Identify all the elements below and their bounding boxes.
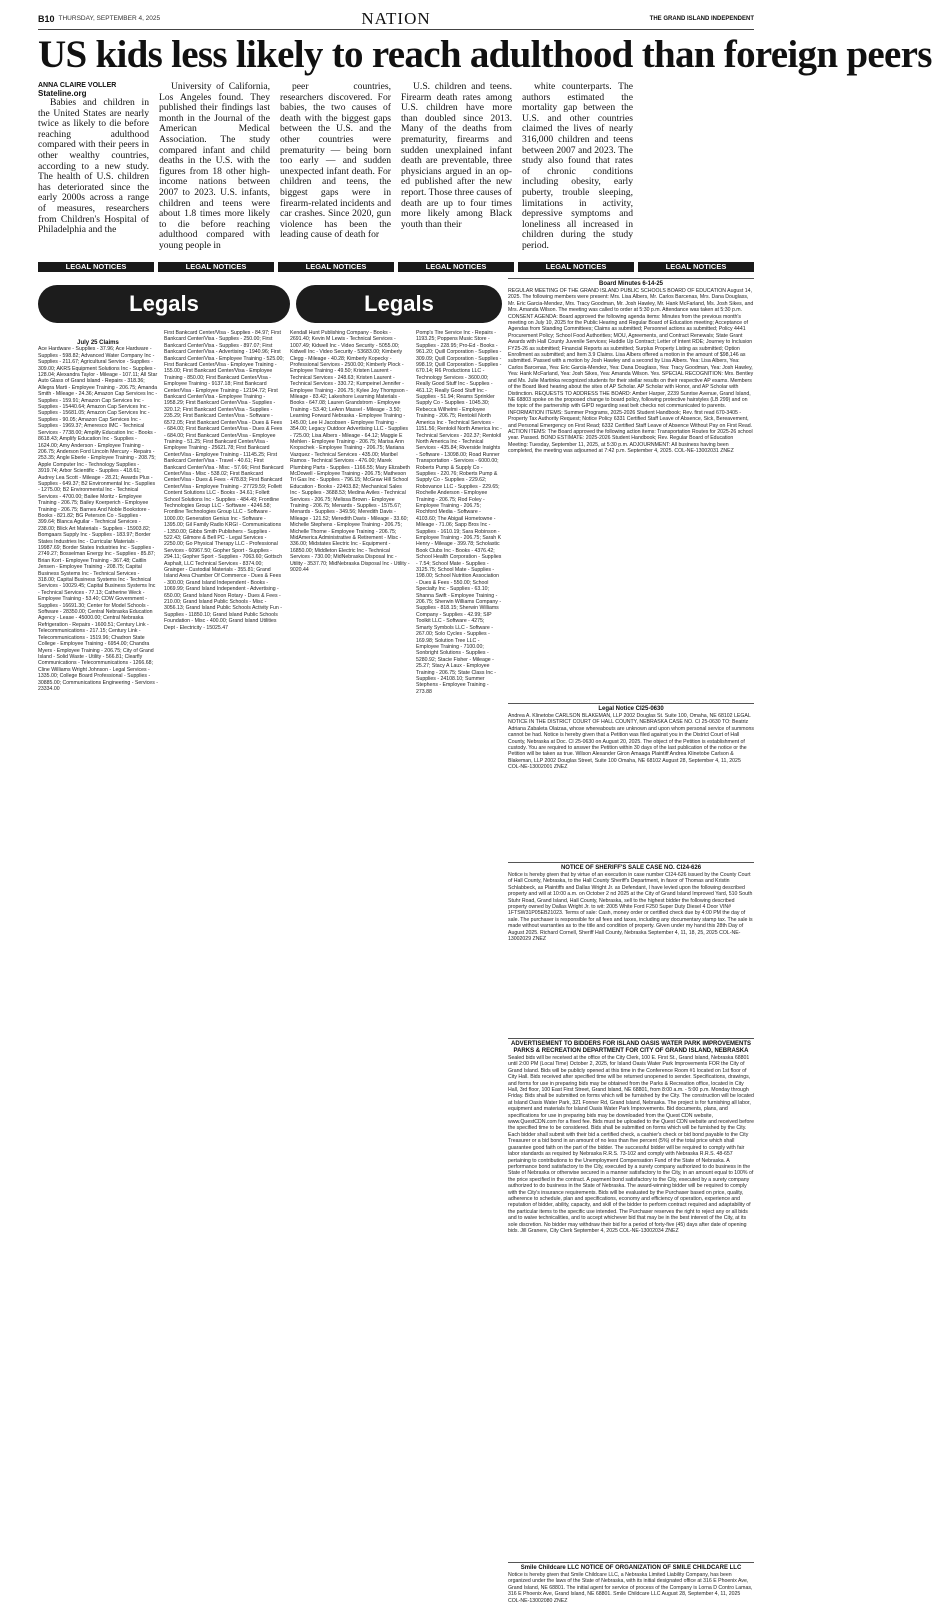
notice-title: NOTICE OF SHERIFF'S SALE CASE NO. CI24-626: [560, 865, 702, 871]
story-column-1: [38, 82, 149, 254]
claims-column-2: [164, 330, 284, 1602]
bid-advertisement: [508, 1038, 754, 1558]
legal-notices-tab: LEGAL NOTICES: [158, 262, 274, 272]
legal-notice: [508, 703, 754, 858]
legals-banner-left: Legals: [38, 285, 290, 323]
claims-column-1: [38, 340, 158, 1602]
legal-notices-tabs: [38, 262, 754, 272]
byline-author: ANNA CLAIRE VOLLER: [38, 82, 117, 89]
page-header: [38, 8, 754, 30]
notice-title: ADVERTISEMENT TO BIDDERS FOR ISLAND OASIS WATER PARK IMPROVEMENTS PARKS & RECREATION DEPARTMENT FOR CITY OF GRAND ISLAND, NEBRASKA: [510, 1041, 751, 1054]
byline: [38, 82, 149, 98]
legal-notices-tab: LEGAL NOTICES: [38, 262, 154, 272]
story-text: peer countries, researchers discovered. For babies, the two causes of death with the biggest gaps between the U.S. and the other countries were prematurity — being born too early — and sudden unexpected infant death. For children and teens, the biggest gaps were in firearm-related incidents and car crashes. Since 2020, gun violence has been the leading cause of death for: [280, 81, 391, 241]
notice-body: Sealed bids will be received at the office of the City Clerk, 100 E. First St., Grand Island, Nebraska 68801 until 2:00 PM (Local Time) October 2, 2025, for Island Oasis Water Park Improvements FOR the City of Grand Island. Bids will be publicly opened at this time in the Conference Room #1 located on 1st floor of City Hall. Bids received after specified time will be returned unopened to sender. Specifications, drawings, and forms for use in preparing bids may be obtained from the Parks & Recreation office, located in City Hall, 3rd floor, 100 East First Street, Grand Island, NE 68801, from 8:00 a.m. - 5:00 p.m. Monday through Friday. Bids shall be submitted on forms which will be furnished by the City. The construction will be located at Island Oasis Water Park, 321 Fonner Rd, Grand Island, Nebraska. The project is for furnishing all labor, equipment and materials for Island Oasis Water Park Improvements. Bid documents, plans, and specifications for use in preparing bids may be downloaded from the Quest CDN website, www.QuestCDN.com for a fixed fee. Bids must be uploaded to the Quest CDN website and received before the specified time to be considered. Bids shall be submitted on forms which will be furnished by the City. Each bidder shall submit with their bid a certified check, a cashier's check or bid bond payable to the City Treasurer or a bid bond in an amount of no less than five percent (5%) of the total price which shall guarantee good faith on the part of the bidder. The successful bidder will be required to comply with fair labor standards as required by Nebraska R.R.S. 73-102 and comply with Nebraska R.R.S. 48-657 pertaining to contributions to the Unemployment Compensation Fund of the State of Nebraska. A performance bond satisfactory to the City, executed by a surety company authorized to do business in the State of Nebraska or otherwise secured in a manner satisfactory to the City, in an amount equal to 100% of the price specified in the contract. A payment bond satisfactory to the City, executed by a surety company authorized to do business in the State of Nebraska. The award-winning bidder will be required to comply with the City's insurance requirements. Bids will be evaluated by the Purchaser based on price, quality, adherence to schedule, plan and specifications, economy and efficiency of operation, experience and reputation of bidder, ability, capacity, and skill of the bidder to perform contract required and adaptability of the particular items to the specific use intended. The Purchaser reserves the right to reject any or all bids and to waive technicalities, and to accept whichever bid that may be in the best interest of the City, at its sole discretion. No bidder may withdraw their bid for a period of forty-five (45) days after date of opening bids. Jill Granere, City Clerk September 4, 2025 COL-NE-13002034 ZNEZ: [508, 1055, 754, 1234]
story-column-2: [159, 82, 270, 254]
claims-column-4: [416, 330, 502, 1602]
smile-childcare-notice: [508, 1562, 754, 1614]
story-column-5: [522, 82, 633, 254]
claims-list: Pomp's Tire Service Inc - Repairs - 1193.25; Poppens Music Store - Supplies - 228.95; Pro-Ed - Books - 961.20; Quill Corporation - Supplies - 309.09; Quill Corporation - Supplies - 998.19; Quill Corporation - Supplies - 670.14; R6 Productions LLC - Technology Services - 3600.00; Really Good Stuff Inc - Supplies - 461.12; Really Good Stuff Inc - Supplies - 51.94; Reams Sprinkler Supply Co - Supplies - 1045.30; Rebecca Wilhelmi - Employee Training - 206.75; Rentokil North America Inc - Technical Services - 1151.56; Rentokil North America Inc - Technical Services - 202.37; Rentokil North America Inc - Technical Services - 435.84; Riverside Insights - Software - 13098.00; Road Runner Transportation - Services - 6000.00; Roberts Pump & Supply Co - Supplies - 220.76; Roberts Pump & Supply Co - Supplies - 229.62; Robovance LLC - Supplies - 229.65; Rochelle Anderson - Employee Training - 206.75; Rod Foley - Employee Training - 206.75; Rochford Media - Software - 4103.60; The Abigail Hometowne - Mileage - 71.06; Sapp Bros Inc - Supplies - 1610.19; Sara Robinson - Employee Training - 206.75; Sarah K Henry - Mileage - 399.78; Scholastic Book Clubs Inc - Books - 4376.42; School Health Corporation - Supplies - 7.54; School Mate - Supplies - 3125.75; School Mate - Supplies - 198.00; School Nutrition Association - Dues & Fees - 550.00; School Specialty Inc - Supplies - 63.10; Shanna Swift - Employee Training - 206.75; Sherwin Williams Company - Supplies - 818.15; Sherwin Williams Company - Supplies - 42.99; SIP Toolkit LLC - Software - 4275; Smarty Symbols LLC - Software - 267.00; Solo Cycles - Supplies - 169.98; Solution Tree LLC - Employee Training - 7100.00; Sonbright Solutions - Supplies - 5280.92; Stacie Fisher - Mileage - 25.27; Stacy A Laux - Employee Training - 206.75; State Class Inc - Supplies - 24108.10; Summer Stephens - Employee Training - 273.88: [416, 330, 502, 695]
story-column-6: [643, 82, 754, 254]
notice-title: Legal Notice CI25-0630: [598, 706, 664, 712]
claims-list: Kendall Hunt Publishing Company - Books - 2691.40; Kevin M Lewis - Technical Services - 1007.49; Kidwell Inc - Video Security - 5055.00; Kidwell Inc - Video Security - 53683.00; Kimberly Clegg - Mileage - 40.28; Kimberly Kopecky - Professional Services - 2500.00; Kimberly Plock - Employee Training - 49.50; Kristen Laurent - Technical Services - 248.63; Kristen Laurent - Technical Services - 330.72; Kumpeinel Jennifer - Employee Training - 206.75; Kylee Joy Thompson - Mileage - 83.42; Lakeshore Learning Materials - Books - 647.08; Lauren Grandstrom - Employee Training - 53.40; LeAnn Massel - Mileage - 3.50; Learning Forward Nebraska - Employee Training - 145.00; Lee H Jacobsen - Employee Training - 354.00; Legacy Outdoor Advertising LLC - Supplies - 725.00; Lisa Albers - Mileage - 64.12; Maggie E Mehlen - Employee Training - 206.75; Marisa Ann Kropschek - Employee Training - 206.75; Mariana Vazquez - Technical Services - 435.00; Maribel Ramos - Technical Services - 476.00; Marek Plumbing Parts - Supplies - 1166.55; Mary Elizabeth McDowell - Employee Training - 206.75; Matheson Tri Gas Inc - Supplies - 796.15; McGraw Hill School Education - Books - 22403.82; Mechanical Sales Inc - Supplies - 3688.53; Medina Aviles - Technical Services - 206.75; Melissa Brown - Employee Training - 206.75; Menards - Supplies - 1575.67; Menards - Supplies - 349.56; Meredith Davis - Mileage - 121.52; Meredith Davis - Mileage - 33.60; Michelle Stephens - Employee Training - 206.75; Michelle Thorne - Employee Training - 206.75; MidAmerica Administrative & Retirement - Misc - 336.00; Midstates Electric Inc - Equipment - 16850.00; Middleton Electric Inc - Technical Services - 730.00; MidNebraska Disposal Inc - Utility - 3537.70; MidNebraska Disposal Inc - Utility - 9020.44: [290, 330, 410, 574]
byline-org: Stateline.org: [38, 89, 87, 98]
board-minutes-notice: [508, 278, 754, 698]
story-text: University of California, Los Angeles found. They published their findings last month in the Journal of the American Medical Association. The study compared infant and child deaths in the U.S. with the figures from 18 other high-income nations between 2007 to 2023. U.S. infants, children and teens were about 1.8 times more likely to die before reaching adulthood compared with young people in: [159, 81, 270, 251]
claims-list: Ace Hardware - Supplies - 37.96; Ace Hardware - Supplies - 598.82; Advanced Water Company Inc - Supplies - 211.67; Agricultural Service - Supplies - 309.00; AKRS Equipment Solutions Inc - Supplies - 128.04; Alexandra Taylor - Mileage - 107.11; All Star Auto Glass of Grand Island - Repairs - 318.36; Allegra Marti - Employee Training - 206.75; Amanda Smith - Mileage - 24.36; Amazon Cap Services Inc - Supplies - 159.91; Amazon Cap Services Inc - Supplies - 15440.64; Amazon Cap Services Inc - Supplies - 15681.05; Amazon Cap Services Inc - Supplies - 90.05; Amazon Cap Services Inc - Supplies - 1969.37; Ameresco IMC - Technical Services - 7738.00; Amplify Education Inc - Books - 8618.43; Amplify Education Inc - Supplies - 1624.00; Amy Anderson - Employee Training - 206.75; Anderson Ford Lincoln Mercury - Repairs - 253.35; Angle Eberle - Employee Training - 208.75; Apple Computer Inc - Technology Supplies - 3919.74; Arbor Scientific - Supplies - 418.61; Audrey Lea Scott - Mileage - 28.21; Awards Plus - Supplies - 649.37; B2 Environmental Inc - Supplies - 1275.00; B2 Environmental Inc - Technical Services - 4700.00; Bailee Moritz - Employee Training - 206.75; Bailey Koerperich - Employee Training - 206.75; Barnes And Noble Bookstore - Books - 821.82; BG Peterson Co - Supplies - 399.64; Blanca Aguilar - Technical Services - 238.00; Blick Art Materials - Supplies - 15903.82; Bomgaars Supply Inc - Supplies - 183.97; Border States Industries Inc - Curricular Materials - 19987.69; Border States Industries Inc - Supplies - 2749.27; Bosselman Energy Inc - Supplies - 85.87; Brian Kort - Employee Training - 367.48; Caitlin Jensen - Employee Training - 208.75; Capital Business Systems Inc - Technical Services - 318.00; Capital Business Systems Inc - Technical Services - 10029.45; Capital Business Systems Inc - Technical Services - 77.13; Catherine Weck - Employee Training - 53.40; CDW Government - Supplies - 16691.30; Center for Model Schools - Software - 28350.00; Central Nebraska Education Agency - Lease - 45000.00; Central Nebraska Refrigeration - Repairs - 1600.51; Century Link - Telecommunications - 217.15; Century Link - Telecommunications - 1519.96; Chadron State College - Employee Training - 6954.00; Chandra Myers - Employee Training - 206.75; City of Grand Island - Solid Waste - Utility - 566.81; Clearfly Communications - Telecommunications - 1266.68; Cline Williams Wright Johnson - Legal Services - 1335.00; College Board Professional - Supplies - 30885.00; Communications Engineering - Services - 23334.00: [38, 346, 158, 692]
notice-title: Board Minutes 6-14-25: [598, 281, 664, 287]
legals-banner-right: Legals: [296, 285, 502, 323]
claims-column-3: [290, 330, 410, 1602]
story-column-4: [401, 82, 512, 254]
story-text: Babies and children in the United States are nearly twice as likely to die before reaching adulthood compared with their peers in other wealthy countries, according to a new study. The health of U.S. children has deteriorated since the early 2000s across a range of measures, researchers from Children's Hospital of Philadelphia and the: [38, 97, 149, 236]
notice-title: Smile Childcare LLC NOTICE OF ORGANIZATION OF SMILE CHILDCARE LLC: [520, 1565, 742, 1571]
story-column-3: [280, 82, 391, 254]
issue-date: THURSDAY, SEPTEMBER 4, 2025: [58, 15, 161, 22]
story-text: white counterparts. The authors estimated the mortality gap between the U.S. and other countries claimed the lives of nearly 316,000 children and teens between 2007 and 2023. The study also found that rates of chronic conditions including obesity, early puberty, trouble sleeping, limitations in activity, depressive symptoms and loneliness all increased in children during the study period.: [522, 81, 633, 251]
page-number: B10: [38, 13, 55, 24]
news-story: [38, 82, 754, 254]
paper-name: THE GRAND ISLAND INDEPENDENT: [649, 15, 754, 22]
section-title: NATION: [361, 8, 431, 28]
notice-body: Andrea A. Klinetobe CARLSON BLAKEMAN, LLP 2002 Douglas St. Suite 100, Omaha, NE 68102 LEGAL NOTICE IN THE DISTRICT COURT OF HALL COUNTY, NEBRASKA CASE NO. CI 25-0630 TO: Beatriz Adriana Zabaleta Olaizaa, whose whereabouts are unknown and upon whom personal service of summons cannot be had. Notice is hereby given that a Petition was filed against you in the District Court of Hall County, Nebraska at Doc. CI 25-0630 on August 20, 2025. The object of the Petition is establishment of custody. You are required to answer the Petition within 30 days of the last publication of the notice or the Petition will be taken as true. Wilson Alexander Giron Amaaga Plaintiff Andrea Klinetobe Carlson & Blakeman, LLP 2002 Douglas Street, Suite 100 Omaha, NE 68102 August 28, September 4, 11, 2025 COL-NE-13002001 ZNEZ: [508, 713, 754, 771]
legal-notices-tab: LEGAL NOTICES: [398, 262, 514, 272]
headline: US kids less likely to reach adulthood than foreign peers: [38, 33, 932, 76]
story-text: U.S. children and teens. Firearm death rates among U.S. children have more than doubled since 2013. Many of the deaths from prematurity, firearms and sudden unexplained infant death are preventable, three physicians argued in an op-ed published after the new report. Those three causes of death are up to four times more likely among Black youth than their: [401, 81, 512, 230]
legal-notices-tab: LEGAL NOTICES: [518, 262, 634, 272]
sheriff-sale-notice: [508, 862, 754, 1034]
claims-heading: July 25 Claims: [77, 340, 119, 346]
legal-notices-tab: LEGAL NOTICES: [638, 262, 754, 272]
notice-body: REGULAR MEETING OF THE GRAND ISLAND PUBLIC SCHOOLS BOARD OF EDUCATION August 14, 2025. The following members were present: Mrs. Lisa Albers, Mr. Carlos Barcenas, Mrs. Dana Douglass, Mr. Eric Garcia-Mendez, Mrs. Tracy Goodman, Mr. Josh Hawley, Mr. Hank McFarland, Ms. Josh Sikes, and Mrs. Amanda Wilson. The meeting was called to order at 5:30 p.m. Attendance was taken at 5:30 p.m. CONSENT AGENDA: Board approved the following agenda items: Minutes from the previous month's meeting on July 10, 2025 for the Public Hearing and Regular Board of Education meeting; Acceptance of Agendas from Standing Committees; Claims as submitted; Personnel actions as submitted; Policy 4441 Procurement Policy; School Food Authorities; MOU, Agreements, and Contract Renewals; State Grant Awards with Hall County Juvenile Services; Huddle Up Contract; Letter of Intent RDE; Journey to Inclusion FY25-26 as submitted; Financial Reports as submitted; Surplus Property Listing as submitted; Option Enrollment as submitted; and Item 3.9 Claims. Lisa Albers offered a motion in the amount of $98,146 as submitted. Passed with a motion by Josh Hawley and a second by Lisa Albers. Yea: Lisa Albers, Yea: Carlos Barcenas, Yea: Eric Garcia-Mendez, Yea: Dana Douglass, Yea: Tracy Goodman, Yea: Josh Hawley, Yea: Hank McFarland, Yea: Josh Sikes, Yea: Amanda Wilson. Yes. SPECIAL RECOGNITION: Mrs. Bentley and Ms. Julie Martinka recognized students for their stellar results on their respective AP exams. Members of the Board liked hearing about the sites of AP Scholar. AP Scholar with Honor, and AP Scholar with Distinction. REQUESTS TO ADDRESS THE BOARD: Amber Harper, 2239 Sunrise Avenue, Grand Island, NE 68803 spoke on the proposed change to board policy, following protective hairstyles (LB 299) and on the topic of the partnership with GIPD regarding seat belt checks not communicated to parents. INFORMATION ITEMS: Summer Programs, 2025-2026 Student Handbook; Rev. first read 670-3405 - Property Tax Authority Request; Notice Policy 6331 Certified Staff Leave of Absence, Sick, Bereavement, and Personal Emergency on First Read; 6332 Certified Staff Leave of Absence Without Pay on First Read. ACTION ITEMS: The Board approved the following action items: Transportation Routes for 2025-26 school year. Passed. BOND ESTIMATE: 2025-2026 Student Handbook; Rev. Regular Board of Education Meeting: Tuesday, September 11, 2025, at 5:30 p.m. ADJOURNMENT: All business having been completed, the meeting was adjourned at 7:42 p.m. September 4, 2025. COL-NE-13002031 ZNEZ: [508, 288, 754, 455]
notice-body: Notice is hereby given that Smile Childcare LLC, a Nebraska Limited Liability Company, has been organized under the laws of the State of Nebraska, with its initial designated office at 316 E Phoenix Ave, Grand Island, NE 68801. The initial agent for service of process of the Company is Lorna D Contro Lamas, 316 E Phoenix Ave, Grand Island, NE 68801. Smile Childcare LLC August 28, September 4, 11, 2025 COL-NE-13002080 ZNEZ: [508, 1572, 753, 1604]
notice-body: Notice is hereby given that by virtue of an execution in case number CI24-626 issued by the County Court of Hall County, Nebraska, to the Hall County Sheriff's Department, in favor of Thomas and Kristin Schlabbeck, as Plaintiffs and Dallas Wright Jr. as Defendant, I have levied upon the following described property and will at 10:00 a.m. on October 2 nd 2025 at the City of Grand Island Improved Yard, 510 South Stuhr Road, Grand Island, Hall County, Nebraska, sell to the highest bidder the following described property owned by Dallas Wright Jr. to wit: 2005 White Ford F250 Super Duty Diesel 4 Door VIN# 1FTSW31P05EB21023. Terms of sale: Cash, money order or certified check due by 4:00 PM the day of sale. The purchaser is responsible for all fees and taxes, including any documentary stamp tax. The sale is made without warranties as to the title and condition of property. Given under my hand this 28th Day of August 2025. Richard Cornell, Sheriff Hall County, Nebraska September 4, 11, 18, 25, 2025 COL-NE-13002029 ZNEZ: [508, 872, 753, 943]
legal-notices-tab: LEGAL NOTICES: [278, 262, 394, 272]
claims-list: First Bankcard Center/Visa - Supplies - 84.97; First Bankcard Center/Visa - Supplies - 250.00; First Bankcard Center/Visa - Supplies - 897.07; First Bankcard Center/Visa - Advertising - 1940.96; First Bankcard Center/Visa - Employee Training - 525.00; First Bankcard Center/Visa - Employee Training - 155.00; First Bankcard Center/Visa - Employee Training - 850.00; First Bankcard Center/Visa - Employee Training - 9137.18; First Bankcard Center/Visa - Employee Training - 12194.72; First Bankcard Center/Visa - Employee Training - 1958.29; First Bankcard Center/Visa - Supplies - 320.12; First Bankcard Center/Visa - Supplies - 235.29; First Bankcard Center/Visa - Software - 6572.05; First Bankcard Center/Visa - Dues & Fees - 684.00; First Bankcard Center/Visa - Dues & Fees - 684.00; First Bankcard Center/Visa - Employee Training - 51.25; First Bankcard Center/Visa - Employee Training - 25621.78; First Bankcard Center/Visa - Employee Training - 11145.25; First Bankcard Center/Visa - Travel - 40.61; First Bankcard Center/Visa - Misc - 57.66; First Bankcard Center/Visa - Misc - 538.02; First Bankcard Center/Visa - Dues & Fees - 478.83; First Bankcard Center/Visa - Employee Training - 27729.59; Follett Content Solutions LLC - Books - 34.61; Follett School Solutions Inc - Supplies - 484.49; Frontline Technologies Group LLC - Software - 4246.58; Frontline Technologies Group LLC - Software - 1000.00; Generation Genius Inc - Software - 1395.00; Gil Family Radio KRGI - Communications - 1350.00; Gibbs Smith Publishers - Supplies - 522.43; Gilmore & Bell PC - Legal Services - 2250.00; Go Physical Therapy LLC - Professional Services - 60967.50; Gopher Sport - Supplies - 294.11; Gopher Sport - Supplies - 7063.60; Gottsch Asphalt, LLC Technical Services - 8374.00; Grainger - Custodial Materials - 355.81; Grand Island Area Chamber Of Commerce - Dues & Fees - 300.00; Grand Island Independent - Books - 1069.99; Grand Island Independent - Advertising - 650.00; Grand Island Noon Rotary - Dues & Fees - 210.00; Grand Island Public Schools - Misc - 3056.13; Grand Island Public Schools Activity Fun - Supplies - 11850.10; Grand Island Public Schools Foundation - Misc - 400.00; Grand Island Utilities Dept - Electricity - 15025.47: [164, 330, 284, 631]
